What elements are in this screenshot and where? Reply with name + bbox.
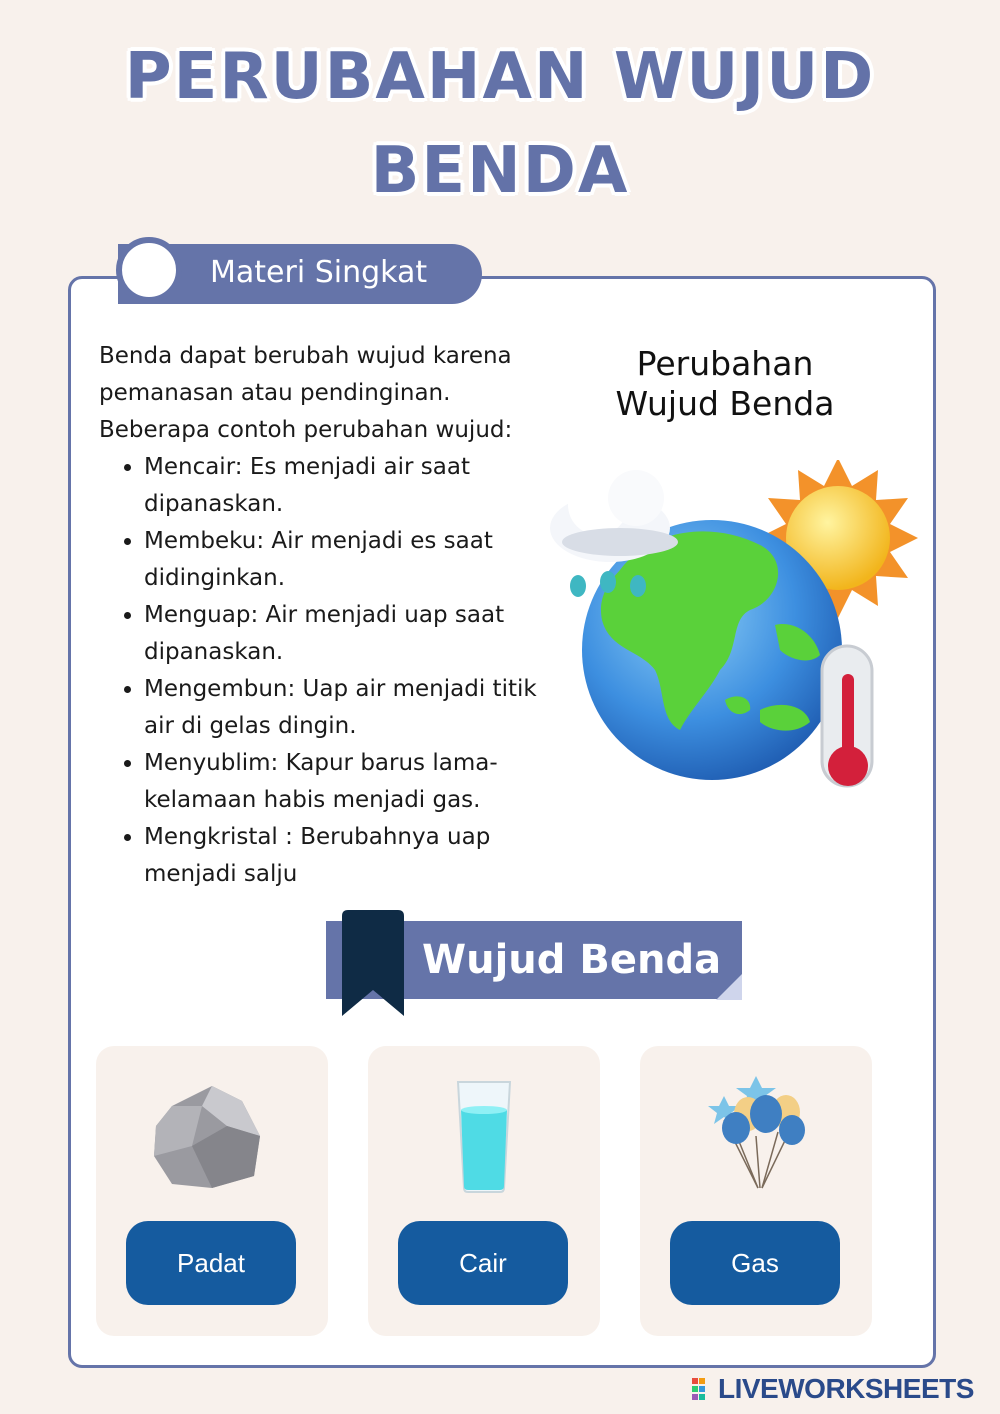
state-card-gas (640, 1046, 872, 1336)
state-button-gas[interactable]: Gas (670, 1221, 840, 1305)
rock-icon (142, 1076, 282, 1196)
illustration-title (590, 344, 860, 424)
state-button-cair[interactable]: Cair (398, 1221, 568, 1305)
intro-text (99, 338, 549, 893)
water-glass-icon (414, 1076, 554, 1196)
intro-line: Beberapa contoh perubahan wujud: (99, 417, 513, 443)
list-item: • Mencair: Es menjadi air saat dipanaskan. (144, 449, 549, 523)
state-button-padat[interactable]: Padat (126, 1221, 296, 1305)
illustration-title-line: Perubahan (636, 344, 814, 383)
earth-weather-icon (540, 460, 920, 820)
state-card-padat (96, 1046, 328, 1336)
thermometer-icon (822, 646, 872, 786)
brand-logo (692, 1372, 974, 1406)
list-item: • Mengembun: Uap air menjadi titik air di gelas dingin. (144, 671, 549, 745)
page-title-line-1: PERUBAHAN WUJUD (124, 40, 876, 114)
change-list (99, 449, 549, 893)
page-title-line-2: BENDA (370, 134, 630, 208)
bookmark-icon (342, 910, 404, 1016)
intro-line: pemanasan atau pendinginan. (99, 380, 451, 406)
intro-line: Benda dapat berubah wujud karena (99, 343, 512, 369)
list-item: • Menyublim: Kapur barus lama-kelamaan habis menjadi gas. (144, 745, 549, 819)
liveworksheets-logo-icon (692, 1376, 714, 1402)
banner-label: Wujud Benda (422, 937, 722, 983)
state-card-cair (368, 1046, 600, 1336)
brand-name: LIVEWORKSHEETS (718, 1373, 974, 1404)
list-item: • Mengkristal : Berubahnya uap menjadi salju (144, 819, 549, 893)
section-tab-label: Materi Singkat (210, 255, 428, 290)
list-item: • Membeku: Air menjadi es saat didinginkan. (144, 523, 549, 597)
section-tab-circle (116, 237, 182, 303)
balloons-icon (686, 1076, 826, 1196)
illustration-title-line: Wujud Benda (615, 384, 835, 423)
list-item: • Menguap: Air menjadi uap saat dipanaskan. (144, 597, 549, 671)
